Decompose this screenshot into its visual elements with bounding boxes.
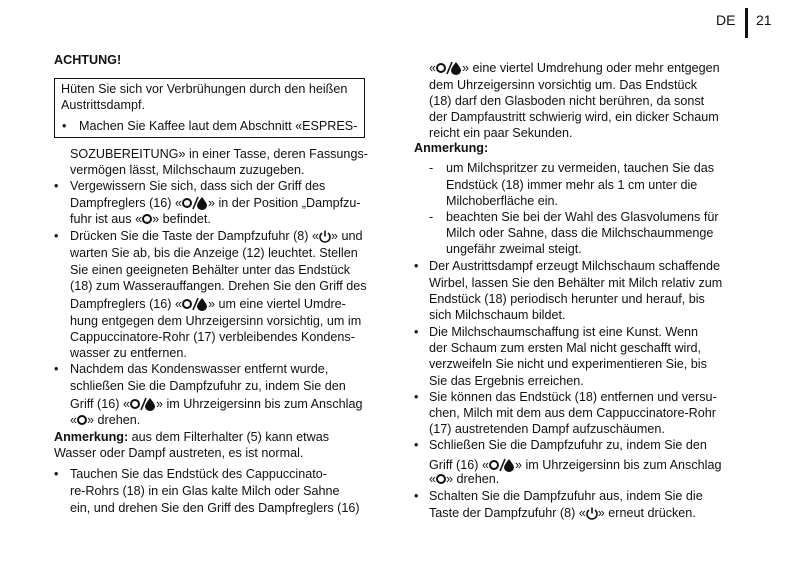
instruction-line [429,471,499,488]
bullet-glyph: • [54,467,59,481]
instruction-line: vermögen lässt, Milchschaum zuzugeben. [70,163,305,177]
off-circle-icon [436,474,446,484]
bullet-glyph: • [54,179,59,193]
text-run: » eine viertel Umdrehung oder mehr entgegen [462,61,720,75]
steam-knob-icon [436,60,462,77]
instruction-line: wasser zu entfernen. [70,346,187,360]
instruction-line: Machen Sie Kaffee laut dem Abschnitt «ESPRES- [79,119,358,133]
instruction-line: Sie können das Endstück (18) entfernen und versu- [429,390,717,404]
instruction-line: warten Sie ab, bis die Anzeige (12) leuchtet. Stellen [70,246,358,260]
instruction-line: der Dampfaustritt schwierig wird, ein dicker Schaum [429,110,719,124]
instruction-line [70,195,361,212]
text-run: Dampfreglers (16) « [70,196,182,210]
bullet-glyph: • [414,325,419,339]
instruction-line [70,228,362,245]
instruction-line [70,396,362,413]
steam-knob-icon [182,195,208,212]
instruction-line: Schalten Sie die Dampfzufuhr aus, indem Sie die [429,489,703,503]
instruction-line [70,211,211,228]
instruction-line: re-Rohrs (18) in ein Glas kalte Milch oder Sahne [70,484,340,498]
instruction-line: Tauchen Sie das Endstück des Cappuccinato- [70,467,327,481]
text-run: « [429,472,437,486]
dash-glyph: - [429,210,434,224]
text-run: Taste der Dampfzufuhr (8) « [429,506,586,520]
steam-button-icon [586,507,598,520]
note-line: um Milchspritzer zu vermeiden, tauchen Sie das [446,161,715,175]
instruction-line: der Schaum zum ersten Mal nicht geschafft wird, [429,341,702,355]
text-run: Dampfreglers (16) « [70,297,182,311]
text-run: » drehen. [87,413,141,427]
off-circle-icon [142,214,152,224]
note-line: Endstück (18) immer mehr als 1 cm unter die [446,178,698,192]
note-line [54,429,329,446]
text-run: » und [330,229,363,243]
instruction-line [429,60,720,77]
off-circle-icon [77,415,87,425]
instruction-line: Endstück (18) periodisch herunter und herauf, bis [429,292,705,306]
steam-knob-icon [130,396,156,413]
bullet-glyph: • [414,259,419,273]
instruction-line: Sie das Ergebnis erreichen. [429,374,584,388]
instruction-line: hung entgegen dem Uhrzeigersinn vorsichtig, um im [70,314,362,328]
instruction-line: Die Milchschaumschaffung ist eine Kunst. Wenn [429,325,699,339]
instruction-line: (18) zum Wasserauffangen. Drehen Sie den Griff des [70,279,367,293]
instruction-line: Nachdem das Kondenswasser entfernt wurde, [70,362,329,376]
header-divider [745,8,748,38]
text-run: » im Uhrzeigersinn bis zum Anschlag [514,458,722,472]
instruction-line: verzweifeln Sie nicht und experimentieren Sie, bis [429,357,707,371]
text-run: » drehen. [446,472,500,486]
note-line: Milchoberfläche ein. [446,194,559,208]
bullet-glyph: • [62,119,67,133]
instruction-line: schließen Sie die Dampfzufuhr zu, indem Sie den [70,379,346,393]
instruction-line [429,505,696,522]
text-run: fuhr ist aus « [70,212,143,226]
text-run: « [70,413,78,427]
note-label: Anmerkung: [414,141,489,155]
note-line: ungefähr zweimal steigt. [446,242,582,256]
text-run: » befindet. [152,212,211,226]
text-run: « [429,61,437,75]
instruction-line: ein, und drehen Sie den Griff des Dampfreglers (16) [70,501,360,515]
note-line: beachten Sie bei der Wahl des Glasvolumens für [446,210,719,224]
instruction-line: dem Uhrzeigersinn vorsichtig um. Das Endstück [429,78,698,92]
text-run: aus dem Filterhalter (5) kann etwas [128,430,330,444]
text-run: » im Uhrzeigersinn bis zum Anschlag [155,397,363,411]
note-line: Milch oder Sahne, dass die Milchschaummenge [446,226,714,240]
instruction-line: Der Austrittsdampf erzeugt Milchschaum schaffende [429,259,720,273]
instruction-line: Sie einen geeigneten Behälter unter das Endstück [70,263,351,277]
text-run: » in der Position „Dampfzu- [208,196,361,210]
instruction-line: Wirbel, lassen Sie den Behälter mit Milch relativ zum [429,276,723,290]
text-run: » erneut drücken. [597,506,696,520]
text-run: Griff (16) « [429,458,489,472]
bullet-glyph: • [54,362,59,376]
warning-heading: ACHTUNG! [54,53,122,67]
bullet-glyph: • [414,489,419,503]
instruction-line [70,296,346,313]
page-number: 21 [756,12,772,28]
text-run: » um eine viertel Umdre- [208,297,346,311]
instruction-line: SOZUBEREITUNG» in einer Tasse, deren Fassungs- [70,147,368,161]
text-run: Griff (16) « [70,397,130,411]
instruction-line: reicht ein paar Sekunden. [429,126,573,140]
instruction-line: Cappuccinatore-Rohr (17) verbleibendes Kondens- [70,330,355,344]
bullet-glyph: • [414,390,419,404]
instruction-line: chen, Milch mit dem aus dem Cappuccinatore-Rohr [429,406,716,420]
instruction-line: Vergewissern Sie sich, dass sich der Griff des [70,179,326,193]
bullet-glyph: • [414,438,419,452]
warning-text-line: Austrittsdampf. [61,98,145,112]
instruction-line: (17) austretenden Dampf aufzuschäumen. [429,422,665,436]
note-line: Wasser oder Dampf austreten, es ist normal. [54,446,304,460]
instruction-line: (18) darf den Glasboden nicht berühren, da sonst [429,94,705,108]
steam-knob-icon [182,296,208,313]
warning-text-line: Hüten Sie sich vor Verbrühungen durch den heißen [61,82,348,96]
instruction-line [70,412,140,429]
bullet-glyph: • [54,229,59,243]
language-code: DE [716,12,736,28]
note-label: Anmerkung: [54,430,129,444]
dash-glyph: - [429,161,434,175]
text-run: Drücken Sie die Taste der Dampfzufuhr (8) « [70,229,319,243]
steam-button-icon [319,230,331,243]
instruction-line: Schließen Sie die Dampfzufuhr zu, indem Sie den [429,438,707,452]
instruction-line: sich Milchschaum bildet. [429,308,566,322]
